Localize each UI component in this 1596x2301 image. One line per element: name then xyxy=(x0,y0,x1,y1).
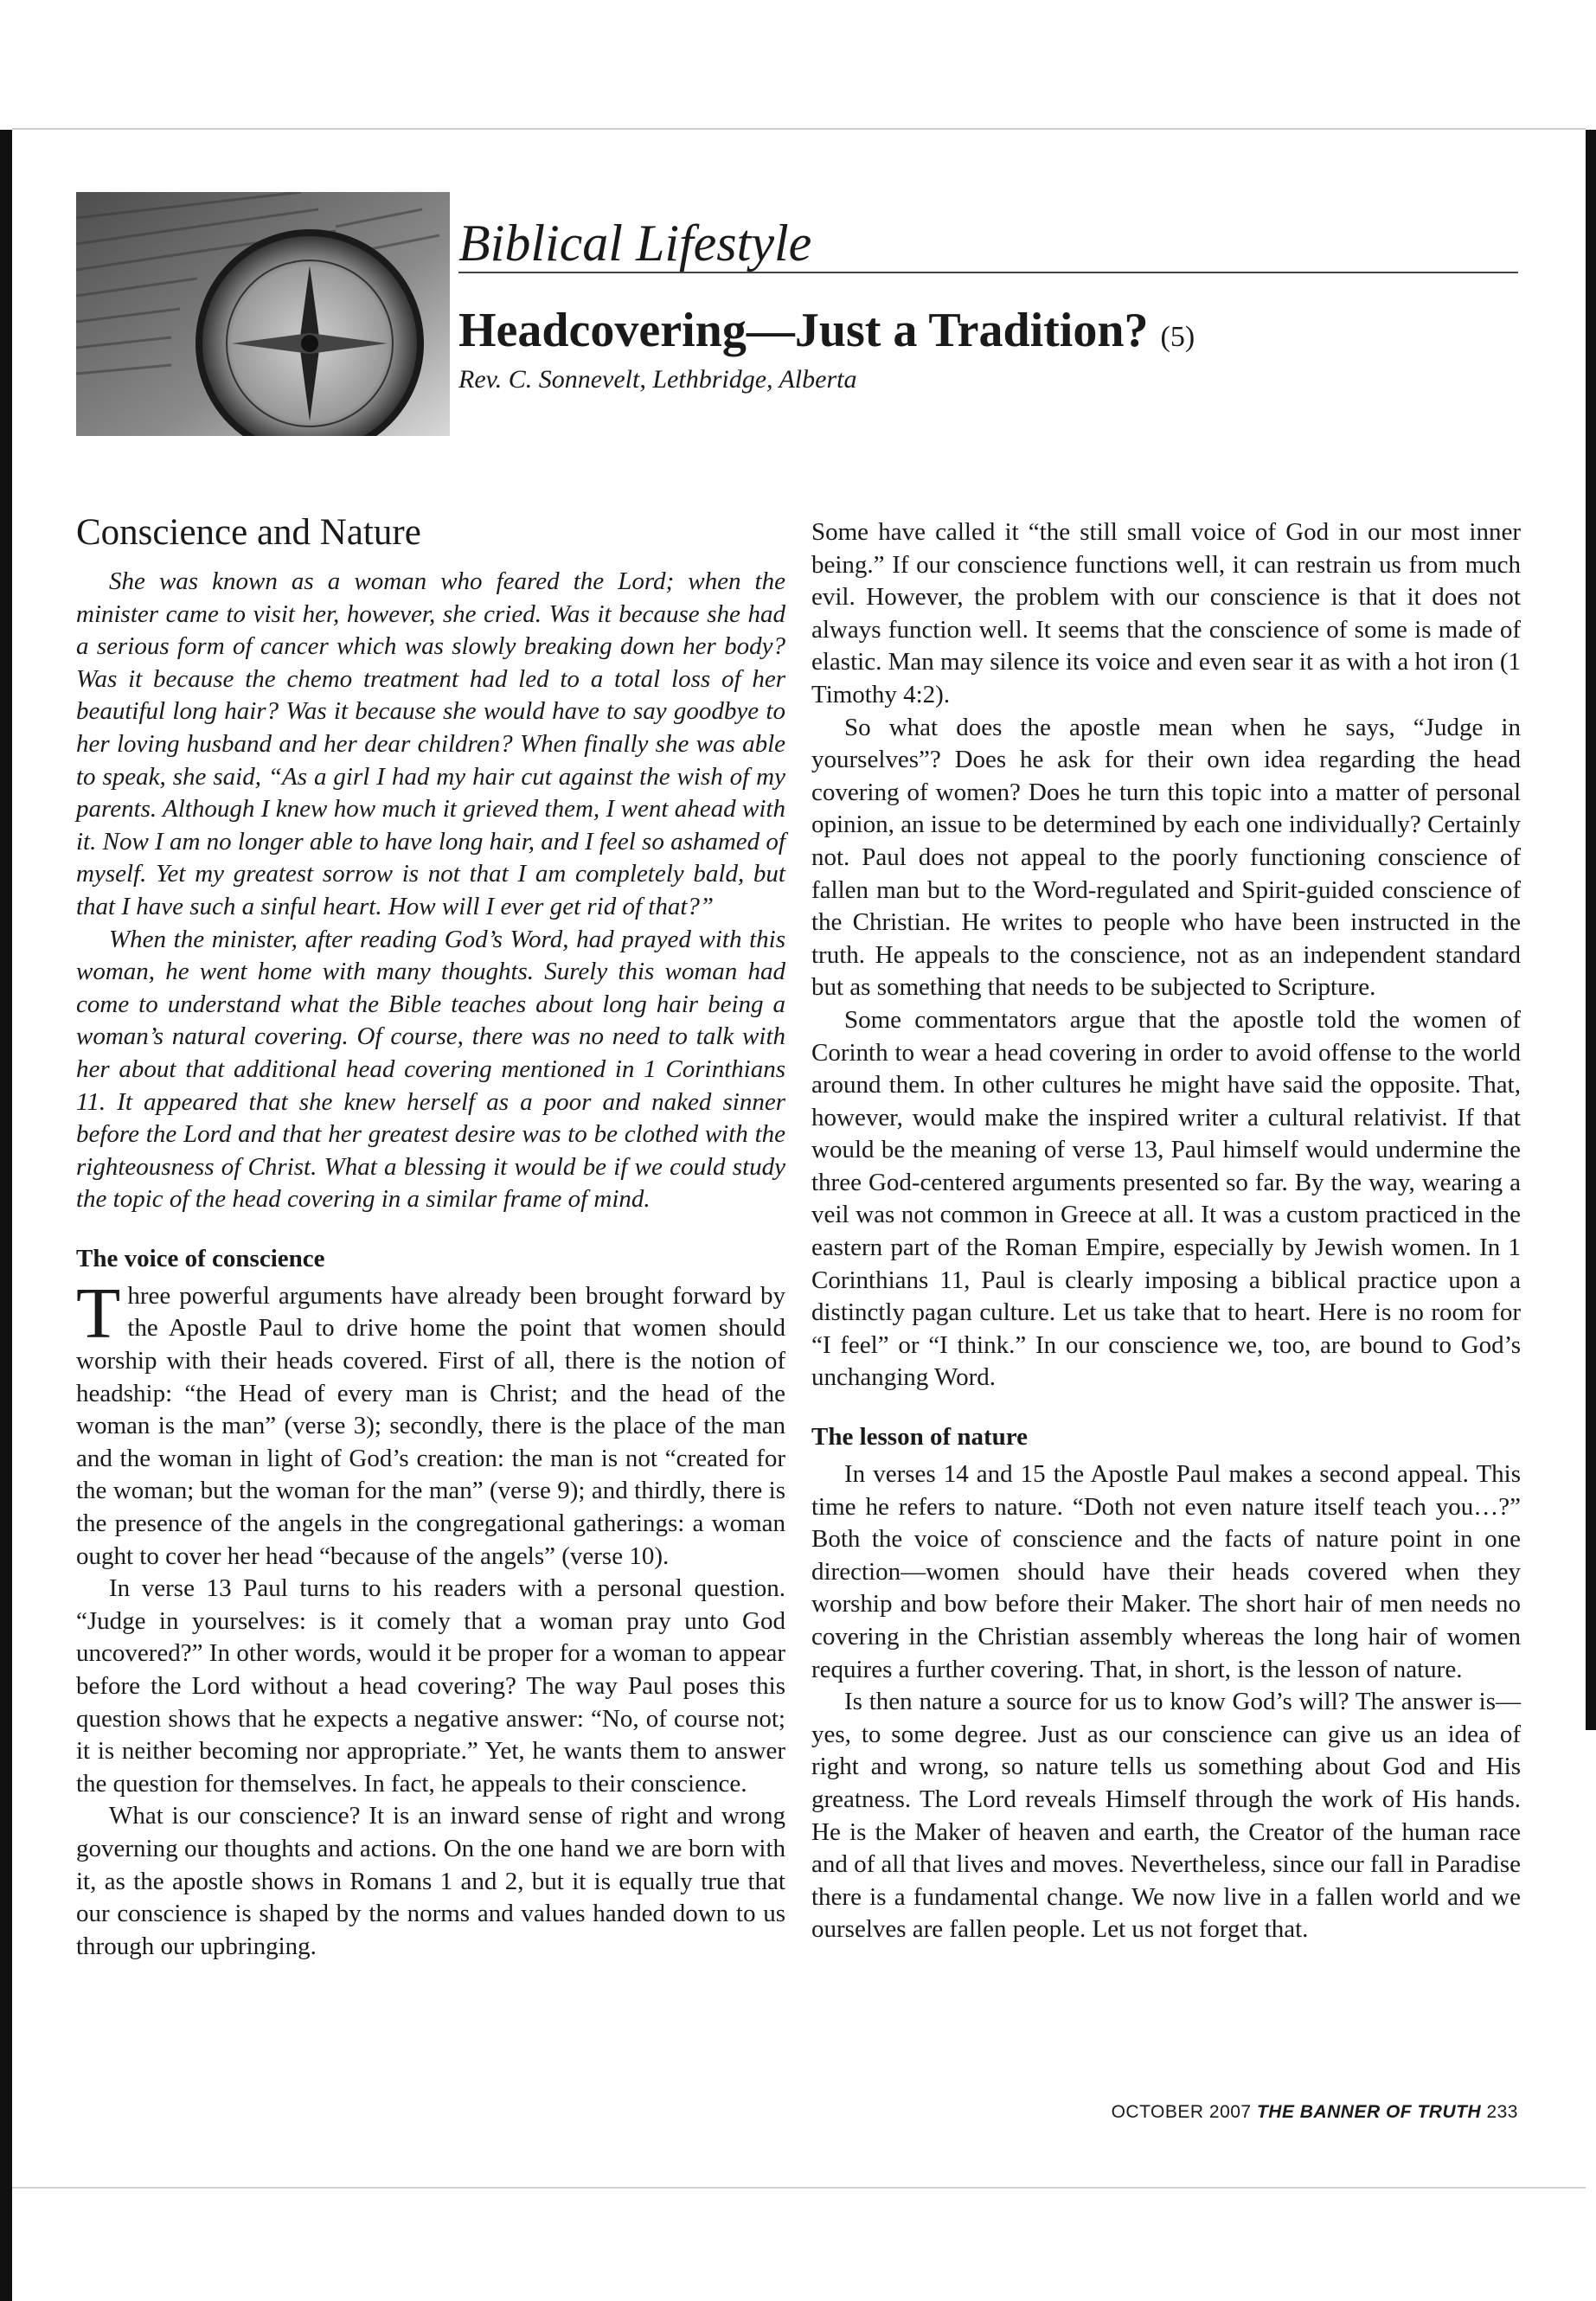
paragraph: In verse 13 Paul turns to his readers with a personal question. “Judge in yourselves: is it comely that a woman pray unto God uncovered?” In other words, would it be proper for a woman to appear before the Lord without a head covering? The way Paul poses this question shows that he expects a negative answer: “No, of course not; it is neither becoming nor appropriate.” Yet, he wants them to answer the question for themselves. In fact, he appeals to their conscience. xyxy=(76,1574,785,1798)
compass-bible-photo xyxy=(76,192,450,436)
intro-italic xyxy=(76,566,785,1216)
paragraph-text: hree powerful arguments have already been brought forward by the Apostle Paul to drive home the point that women should worship with their heads covered. First of all, there is the notion of headship: “the Head of every man is Christ; and the head of the woman is the man” (verse 3); secondly, there is the place of the man and the woman in light of God’s creation: the man is not “created for the woman; but the woman for the man” (verse 9); and thirdly, there is the presence of the angels in the congregational gatherings: a woman ought to cover her head “because of the angels” (verse 10). xyxy=(76,1281,785,1570)
article-heading: Conscience and Nature xyxy=(76,512,421,553)
paragraph: Some commentators argue that the apostle told the women of Corinth to wear a head covering in order to avoid offense to the world around them. In other cultures he might have said the opposite. That, however, would make the inspired writer a cultural relativist. If that would be the meaning of verse 13, Paul himself would undermine the three God-centered arguments presented so far. By the way, wearing a veil was not common in Greece at all. It was a custom practiced in the eastern part of the Roman Empire, especially by Jewish women. In 1 Corinthians 11, Paul is clearly imposing a biblical practice upon a distinctly pagan culture. Let us take that to heart. Here is no room for “I feel” or “I think.” In our conscience we, too, are bound to God’s unchanging Word. xyxy=(811,1005,1521,1392)
page-bottom-edge xyxy=(12,2187,1586,2189)
paragraph: Is then nature a source for us to know God’s will? The answer is—yes, to some degree. Just as our conscience can give us an idea of right and wrong, so nature tells us something about God and His greatness. The Lord reveals Himself through the work of His hands. He is the Maker of heaven and earth, the Creator of the human race and of all that lives and moves. Nevertheless, since our fall in Paradise there is a fundamental change. We now live in a fallen world and we ourselves are fallen people. Let us not forget that. xyxy=(811,1688,1521,1944)
issue-date: OCTOBER 2007 xyxy=(1111,2102,1252,2122)
title-text: Headcovering—Just a Tradition? xyxy=(458,304,1149,357)
page-footer xyxy=(1112,2102,1518,2123)
paragraph: In verses 14 and 15 the Apostle Paul makes a second appeal. This time he refers to nature. “Doth not even nature itself teach you…?” Both the voice of conscience and the facts of nature point in one direction—women should have their heads covered when they worship and bow before their Maker. The short hair of men needs no covering in the Christian assembly whereas the long hair of women requires a further covering. That, in short, is the lesson of nature. xyxy=(811,1460,1521,1683)
article-title xyxy=(458,303,1195,365)
magazine-name: THE BANNER OF TRUTH xyxy=(1256,2102,1482,2122)
subheading-nature: The lesson of nature xyxy=(811,1423,1029,1452)
subheading-conscience: The voice of conscience xyxy=(76,1244,325,1272)
paragraph: So what does the apostle mean when he says, “Judge in yourselves”? Does he ask for their own idea regarding the head covering of women? Does he turn this topic into a matter of personal opinion, an issue to be determined by each one individually? Certainly not. Paul does not appeal to the poorly functioning conscience of fallen man but to the Word-regulated and Spirit-guided conscience of the Christian. He writes to people who have been instructed in the truth. He appeals to the conscience, not as an independent standard but as something that needs to be subjected to Scripture. xyxy=(811,713,1521,1002)
page-top-edge xyxy=(12,128,1586,130)
left-column xyxy=(76,510,785,1963)
scan-border-left xyxy=(0,130,12,2301)
right-column xyxy=(811,516,1521,1946)
intro-paragraph: She was known as a woman who feared the Lord; when the minister came to visit her, however, she cried. Was it because she had a serious form of cancer which was slowly breaking down her body? Was it because the chemo treatment had led to a total loss of her beautiful long hair? Was it because she would have to say goodbye to her loving husband and her dear children? When finally she was able to speak, she said, “As a girl I had my hair cut against the wish of my parents. Although I knew how much it grieved them, I went ahead with it. Now I am no longer able to have long hair, and I feel so ashamed of myself. Yet my greatest sorrow is not that I am completely bald, but that I have such a sinful heart. How will I ever get rid of that?” xyxy=(76,567,785,920)
paragraph xyxy=(76,1272,785,1573)
drop-cap: T xyxy=(76,1272,121,1354)
title-part-number: (5) xyxy=(1160,321,1195,353)
section-label: Biblical Lifestyle xyxy=(458,215,1518,273)
paragraph: Some have called it “the still small voice of God in our most inner being.” If our conscience functions well, it can restrain us from much evil. However, the problem with our conscience is that it does not always function well. It seems that the conscience of some is made of elastic. Man may silence its voice and even sear it as with a hot iron (1 Timothy 4:2). xyxy=(811,518,1521,708)
scan-border-right xyxy=(1586,130,1596,1730)
paragraph: What is our conscience? It is an inward sense of right and wrong governing our thoughts and actions. On the one hand we are born with it, as the apostle shows in Romans 1 and 2, but it is equally true that our conscience is shaped by the norms and values handed down to us through our upbringing. xyxy=(76,1802,785,1960)
page-number: 233 xyxy=(1486,2102,1518,2122)
byline: Rev. C. Sonnevelt, Lethbridge, Alberta xyxy=(458,365,857,394)
intro-paragraph: When the minister, after reading God’s Word, had prayed with this woman, he went home with many thoughts. Surely this woman had come to understand what the Bible teaches about long hair being a woman’s natural covering. Of course, there was no need to talk with her about that additional head covering mentioned in 1 Corinthians 11. It appeared that she knew herself as a poor and naked sinner before the Lord and that her greatest desire was to be clothed with the righteousness of Christ. What a blessing it would be if we could study the topic of the head covering in a similar frame of mind. xyxy=(76,925,785,1214)
